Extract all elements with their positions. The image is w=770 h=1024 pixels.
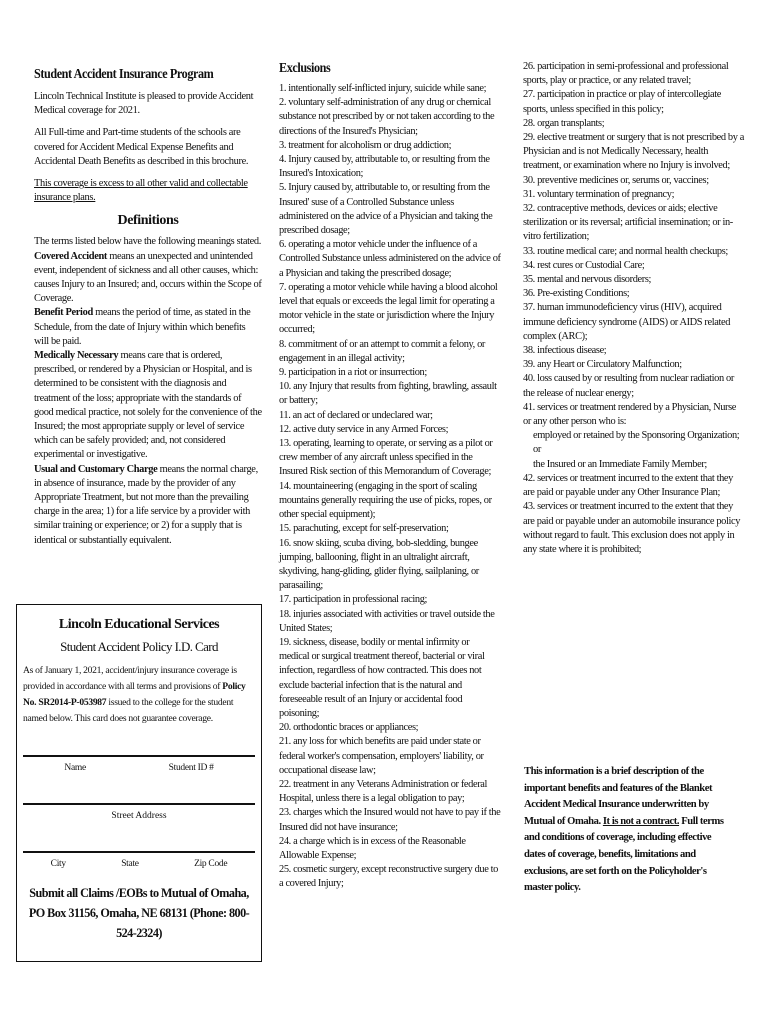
name-id-labels [23,763,255,773]
not-a-contract-text: It is not a contract. [602,815,680,827]
exclusion-item: 32. contraceptive methods, devices or aids; elective sterilization or its reversal; artificial insemination; or in-vitro fertilization; [523,203,733,243]
exclusions-title: Exclusions [279,60,331,75]
definition-term: Benefit Period [34,307,93,319]
definition-text: means an unexpected and unintended event, independent of sickness and all other causes, which: causes Injury to an Insured; and, occurs within the Scope of Coverage. [34,250,262,305]
exclusion-item: 41. services or treatment rendered by a Physician, Nurse or any other person who is: [523,401,737,428]
definition-term: Medically Necessary [34,350,119,362]
name-line [23,755,255,757]
exclusion-item: 19. sickness, disease, bodily or mental infirmity or medical or surgical treatment thereof, bacterial or viral infection, regardless of how contracted. This does not exclude bacterial infection that is the natural and foreseeable result of an Injury or accidental food poisoning; [279,636,485,719]
exclusion-item: 1. intentionally self-inflicted injury, suicide while sane; [279,83,487,94]
exclusion-item: 6. operating a motor vehicle under the influence of a Controlled Substance unless administered on the advice of a Physician and taking the prescribed dosage; [279,239,501,279]
note-text-post: Full terms and conditions of coverage, including effective dates of coverage, benefits, limitations and exclusions, are set forth on the Policyholder's master policy. [524,815,724,894]
definition-term: Usual and Customary Charge [34,463,158,475]
exclusion-item: 14. mountaineering (engaging in the sport of scaling mountains generally requiring the use of picks, ropes, or other special equipment); [279,480,492,521]
exclusion-item: 39. any Heart or Circulatory Malfunction; [523,359,682,371]
definition-medically-necessary [34,349,262,463]
exclusion-item: 2. voluntary self-administration of any drug or chemical substance not prescribed by or not taken according to the directions of the Insured's Physician; [279,97,495,137]
city-label: City [50,859,66,869]
exclusion-item: 8. commitment of or an attempt to commit a felony, or engagement in an illegal activity; [279,338,485,364]
exclusion-item: 36. Pre-existing Conditions; [523,288,630,300]
exclusion-item: 34. rest cures or Custodial Care; [523,259,645,271]
definitions-title: Definitions [117,213,179,229]
exclusion-item: 27. participation in practice or play of intercollegiate sports, unless specified in this policy; [523,89,721,115]
exclusion-item: 9. participation in a riot or insurrection; [279,367,427,379]
brief-description-note [524,764,734,897]
exclusion-item: 43. services or treatment incurred to the extent that they are paid or payable under an automobile insurance policy without regard to fault. This exclusion does not apply in any state where it is prohibited; [523,501,741,555]
exclusion-item: employed or retained by the Sponsoring Organization; or [533,430,740,456]
state-label: State [121,859,139,869]
exclusion-item: 3. treatment for alcoholism or drug addiction; [279,139,452,151]
exclusion-item: 23. charges which the Insured would not have to pay if the Insured did not have insurance; [279,807,501,833]
exclusions-list [279,82,501,892]
exclusions-continued-list [523,60,745,557]
policy-id-card [16,604,262,962]
exclusion-item: 13. operating, learning to operate, or serving as a pilot or crew member of any aircraft unless specified in the Insured Risk section of this Memorandum of Coverage; [279,438,493,478]
exclusion-item: 33. routine medical care; and normal health checkups; [523,245,728,257]
exclusion-item: 10. any Injury that results from fighting, brawling, assault or battery; [279,381,497,407]
intro-paragraph-2: All Full-time and Part-time students of the schools are covered for Accident Medical Expense Benefits and Accidental Death Benefits as described in this brochure. [34,127,249,167]
definition-term: Covered Accident [34,250,107,262]
exclusion-item: 15. parachuting, except for self-preservation; [279,523,449,535]
note-text-pre: This information is a brief description of the important benefits and features of the Blanket Accident Medical Insurance underwritten by Mutual of Omaha. [524,766,713,827]
definition-usual-customary-charge [34,463,262,548]
exclusion-item: 30. preventive medicines or, serums or, vaccines; [523,174,709,186]
exclusions-continued-column [523,60,745,557]
street-line [23,803,255,805]
exclusion-item: 28. organ transplants; [523,117,605,129]
card-text-pre: As of January 1, 2021, accident/injury insurance coverage is provided in accordance with all terms and provisions of [23,665,237,692]
policy-number: Policy No. SR2014-P-053987 [23,681,246,708]
zip-code-label: Zip Code [194,859,228,869]
card-title: Lincoln Educational Services [58,617,220,632]
exclusion-item: 20. orthodontic braces or appliances; [279,722,419,734]
definition-text: means the period of time, as stated in the Schedule, from the date of Injury within which benefits will be paid. [34,307,251,347]
exclusion-item: 4. Injury caused by, attributable to, or resulting from the Insured's Intoxication; [279,154,490,180]
city-line [23,851,255,853]
exclusion-item: 21. any loss for which benefits are paid under state or federal worker's compensation, employers' liability, or occupational disease law; [279,736,484,776]
name-label: Name [64,763,86,773]
street-address-label: Street Address [111,811,167,821]
definition-benefit-period [34,306,262,349]
exclusion-item: 22. treatment in any Veterans Administration or federal Hospital, unless there is a legal obligation to pay; [279,778,488,805]
definition-covered-accident [34,250,262,307]
city-state-zip-labels [23,859,255,869]
exclusions-column [279,58,501,892]
exclusion-item: 7. operating a motor vehicle while having a blood alcohol level that equals or exceeds the legal limit for operating a motor vehicle in the state or jurisdiction where the Injury occurred; [279,281,498,336]
definition-text: means the normal charge, in absence of insurance, made by the provider of any Appropriate Treatment, but not more than the prevailing charge in the area; 1) for a life service by a provider with similar training or experience; or 2) for a supply that is identical or substantially equivalent. [34,463,258,546]
exclusion-item: 12. active duty service in any Armed Forces; [279,423,449,435]
definition-text: means care that is ordered, prescribed, or rendered by a Physician or Hospital, and is determined to be consistent with the diagnosis and treatment of the loss; appropriate with the standards of good medical practice, not solely for the convenience of the Insured; the most appropriate supply or level of service which can be safely provided; and, not considered experimental or investigative. [34,350,262,461]
card-coverage-text [23,663,255,727]
card-text-post: issued to the college for the student named below. This card does not guarantee coverage. [23,697,234,724]
exclusion-item: 24. a charge which is in excess of the Reasonable Allowable Expense; [279,835,466,861]
exclusion-item: 11. an act of declared or undeclared war; [279,409,433,421]
program-title: Student Accident Insurance Program [34,66,214,81]
exclusion-item: 18. injuries associated with activities or travel outside the United States; [279,608,495,634]
submit-claims-text: Submit all Claims /EOBs to Mutual of Omaha, PO Box 31156, Omaha, NE 68131 (Phone: 800-524-2324) [28,886,250,940]
exclusion-item: 17. participation in professional racing; [279,594,428,606]
exclusion-item: 26. participation in semi-professional and professional sports, play or practice, or any related travel; [523,61,729,87]
exclusion-item: 29. elective treatment or surgery that is not prescribed by a Physician and is not Medically Necessary, health treatment, or examination where no Injury is involved; [523,132,745,172]
excess-coverage-note: This coverage is excess to all other valid and collectable insurance plans. [34,178,248,204]
intro-paragraph-1: Lincoln Technical Institute is pleased to provide Accident Medical coverage for 2021. [34,91,254,117]
exclusion-item: 37. human immunodeficiency virus (HIV), acquired immune deficiency syndrome (AIDS) or AIDS related complex (ARC); [523,302,731,342]
card-subtitle: Student Accident Policy I.D. Card [60,639,218,654]
student-id-label: Student ID # [168,763,214,773]
exclusion-item: 31. voluntary termination of pregnancy; [523,188,675,200]
definitions-intro: The terms listed below have the following meanings stated. [34,236,261,248]
exclusion-item: 5. Injury caused by, attributable to, or resulting from the Insured' suse of a Controlled Substance unless administered on the advice of a Physician and taking the prescribed dosage; [279,182,493,237]
exclusion-item: 16. snow skiing, scuba diving, bob-sledding, bungee jumping, ballooning, flight in an ultralight aircraft, skydiving, hang-gliding, glider flying, sailplaning, or parasailing; [279,537,479,592]
exclusion-item: 40. loss caused by or resulting from nuclear radiation or the release of nuclear energy; [523,373,734,399]
exclusion-item: 38. infectious disease; [523,345,607,357]
exclusion-item: 35. mental and nervous disorders; [523,274,651,286]
exclusion-item: the Insured or an Immediate Family Member; [533,458,707,470]
program-column [34,58,262,548]
exclusion-item: 25. cosmetic surgery, except reconstructive surgery due to a covered Injury; [279,864,498,890]
exclusion-item: 42. services or treatment incurred to the extent that they are paid or payable under any Other Insurance Plan; [523,472,733,499]
